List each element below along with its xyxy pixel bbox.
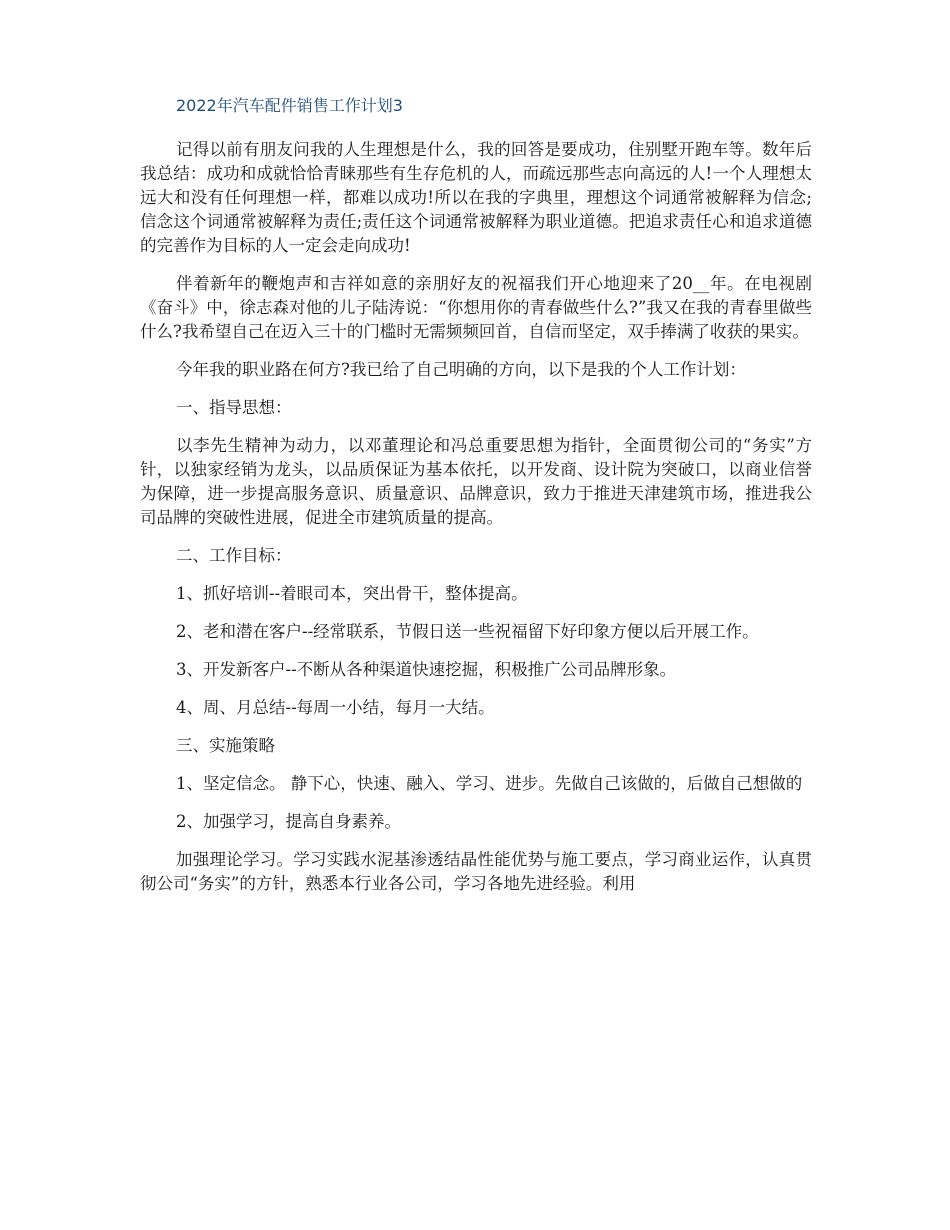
paragraph-career-direction: 今年我的职业路在何方?我已给了自己明确的方向，以下是我的个人工作计划： xyxy=(176,360,746,379)
strategy-item-1: 1、坚定信念。 静下心，快速、融入、学习、进步。先做自己该做的，后做自己想做的 xyxy=(176,774,803,793)
paragraph-guiding-thought: 以李先生精神为动力，以邓董理论和冯总重要思想为指针，全面贯彻公司的“务实”方针，以独家经销为龙头，以品质保证为基本依托，以开发商、设计院为突破口，以商业信誉为保障，进一步提高服务意识、质量意识、品牌意识，致力于推进天津建筑市场，推进我公司品牌的突破性进展，促进全市建筑质量的提高。 xyxy=(140,436,812,527)
paragraph-new-year: 伴着新年的鞭炮声和吉祥如意的亲朋好友的祝福我们开心地迎来了20__年。在电视剧《奋斗》中，徐志森对他的儿子陆涛说：“你想用你的青春做些什么?”我又在我的青春里做些什么?我希望自己在迈入三十的门槛时无需频频回首，自信而坚定，双手捧满了收获的果实。 xyxy=(140,274,812,341)
paragraph-ideal: 记得以前有朋友问我的人生理想是什么，我的回答是要成功，住别墅开跑车等。数年后我总结：成功和成就恰恰青睐那些有生存危机的人，而疏远那些志向高远的人!一个人理想太远大和没有任何理想一样，都难以成功!所以在我的字典里，理想这个词通常被解释为信念;信念这个词通常被解释为责任;责任这个词通常被解释为职业道德。把追求责任心和追求道德的完善作为目标的人一定会走向成功! xyxy=(140,140,812,255)
document-body xyxy=(140,138,812,910)
goal-item-4: 4、周、月总结--每周一小结，每月一大结。 xyxy=(176,698,495,717)
goal-item-1: 1、抓好培训--着眼司本，突出骨干，整体提高。 xyxy=(176,584,528,603)
paragraph-theory-study: 加强理论学习。学习实践水泥基渗透结晶性能优势与施工要点，学习商业运作，认真贯彻公司“务实”的方针，熟悉本行业各公司，学习各地先进经验。利用 xyxy=(140,850,812,893)
strategy-item-2: 2、加强学习，提高自身素养。 xyxy=(176,812,401,831)
goal-item-3: 3、开发新客户--不断从各种渠道快速挖掘，积极推广公司品牌形象。 xyxy=(176,660,677,679)
heading-work-goals: 二、工作目标： xyxy=(176,546,292,565)
document-title: 2022年汽车配件销售工作计划3 xyxy=(176,96,403,115)
heading-guiding-thought: 一、指导思想： xyxy=(176,398,292,417)
heading-strategy: 三、实施策略 xyxy=(176,736,275,755)
goal-item-2: 2、老和潜在客户--经常联系，节假日送一些祝福留下好印象方便以后开展工作。 xyxy=(176,622,759,641)
